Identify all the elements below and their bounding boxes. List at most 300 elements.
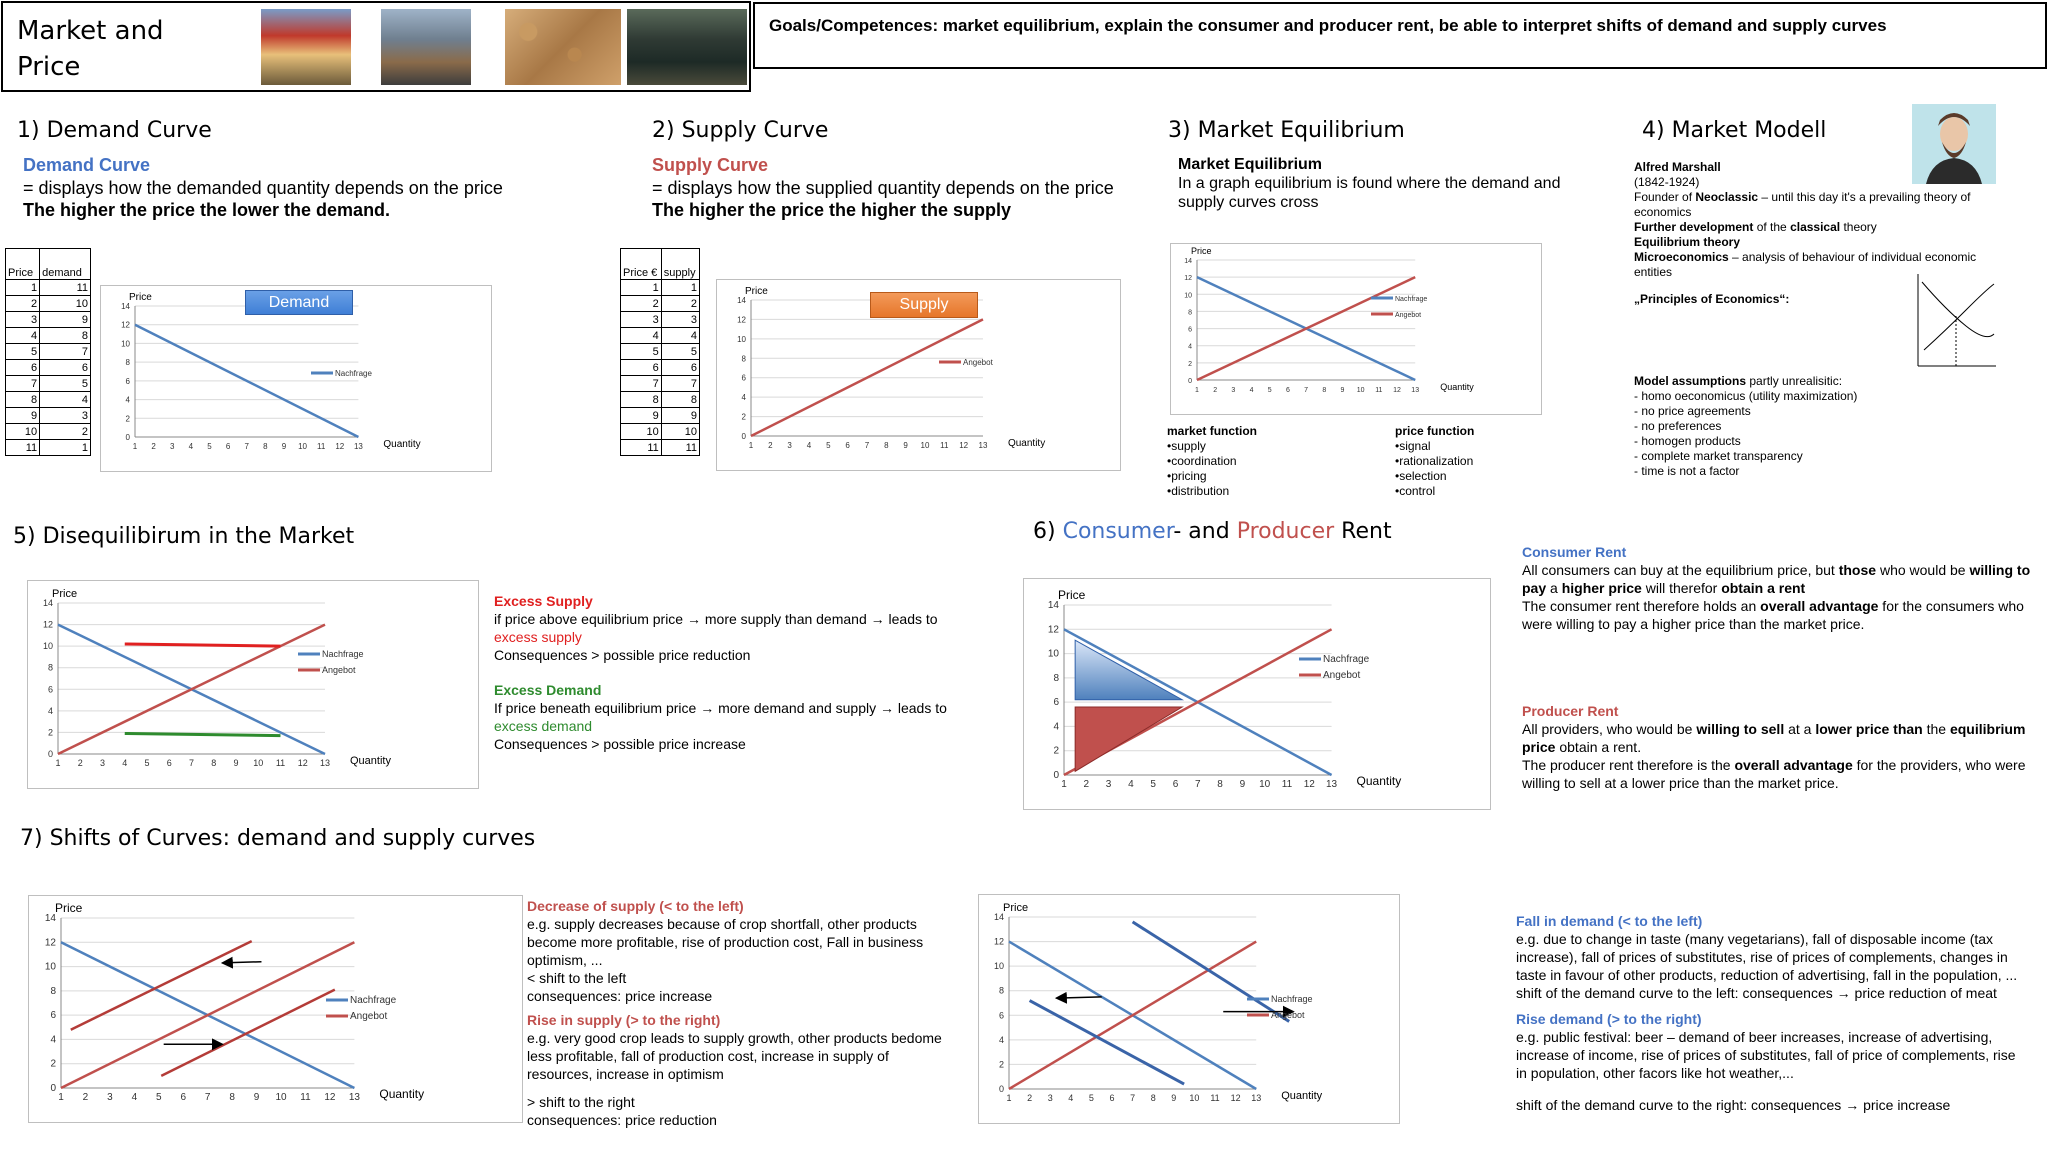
demand-table-header-2: demand bbox=[40, 249, 91, 280]
y-axis-label: Price bbox=[52, 588, 78, 600]
consumer-rent-area bbox=[1075, 640, 1182, 700]
table-row bbox=[6, 376, 91, 392]
table-cell: 4 bbox=[6, 328, 40, 344]
fall-demand-title: Fall in demand (< to the left) bbox=[1516, 913, 1703, 929]
y-tick-label: 8 bbox=[47, 662, 53, 673]
table-cell: 11 bbox=[6, 440, 40, 456]
table-cell: 10 bbox=[6, 424, 40, 440]
y-tick-label: 8 bbox=[1188, 309, 1192, 317]
s4-text bbox=[1634, 160, 1894, 190]
rise-supply-shift: > shift to the right bbox=[527, 1094, 635, 1110]
rise-demand-title: Rise demand (> to the right) bbox=[1516, 1011, 1702, 1027]
x-axis-label: Quantity bbox=[383, 439, 421, 450]
x-tick-label: 13 bbox=[348, 1092, 360, 1103]
y-tick-label: 4 bbox=[1188, 343, 1192, 351]
table-cell: 10 bbox=[661, 424, 699, 440]
y-tick-label: 12 bbox=[737, 315, 746, 325]
table-cell: 9 bbox=[40, 312, 91, 328]
x-tick-label: 5 bbox=[207, 442, 212, 451]
table-cell: 8 bbox=[621, 392, 662, 408]
x-tick-label: 7 bbox=[1304, 387, 1309, 394]
excess-demand-consequence: Consequences > possible price increase bbox=[494, 736, 746, 752]
x-tick-label: 3 bbox=[99, 758, 106, 768]
equilibrium-chart bbox=[1170, 243, 1542, 415]
excess-demand-block bbox=[494, 681, 964, 753]
excess-demand-title: Excess Demand bbox=[494, 682, 602, 698]
shift-left-arrow bbox=[222, 962, 261, 963]
y-tick-label: 14 bbox=[121, 302, 130, 311]
supply-table-header-2: supply bbox=[661, 249, 699, 280]
consumer-rent-summary: The consumer rent therefore holds an overall advantage for the consumers who were willing to pay a higher price than the market price. bbox=[1522, 598, 2024, 632]
y-tick-label: 0 bbox=[1053, 770, 1059, 781]
s2-term: Supply Curve bbox=[652, 155, 769, 175]
x-tick-label: 11 bbox=[317, 442, 326, 451]
y-tick-label: 10 bbox=[1047, 648, 1059, 660]
fall-demand-text: e.g. due to change in taste (many vegetarians), fall of disposable income (tax increase), fall of prices of substitutes, rise of prices of complements, changes in taste in favour of other products, reduction of advertising, fall in the population, ... shift of the demand curve to the left: consequences → price reduction of meat bbox=[1516, 931, 2018, 1001]
producer-rent-block bbox=[1522, 702, 2032, 792]
y-tick-label: 2 bbox=[50, 1058, 56, 1070]
x-tick-label: 4 bbox=[1128, 779, 1134, 790]
demand-shift-chart bbox=[978, 894, 1400, 1124]
x-tick-label: 11 bbox=[1281, 779, 1293, 790]
x-tick-label: 9 bbox=[1171, 1093, 1177, 1103]
x-axis-label: Quantity bbox=[379, 1087, 425, 1101]
table-row bbox=[6, 296, 91, 312]
table-cell: 3 bbox=[621, 312, 662, 328]
x-axis-label: Quantity bbox=[1281, 1090, 1323, 1102]
x-tick-label: 2 bbox=[1027, 1093, 1033, 1103]
price-function bbox=[1395, 424, 1595, 499]
table-cell: 5 bbox=[40, 376, 91, 392]
y-tick-label: 2 bbox=[741, 412, 746, 422]
supply-demand-sketch-icon bbox=[1906, 270, 1998, 370]
legend-label: Angebot bbox=[1323, 670, 1361, 681]
x-tick-label: 4 bbox=[131, 1092, 138, 1103]
y-tick-label: 2 bbox=[1053, 745, 1059, 757]
s4-heading: 4) Market Modell bbox=[1642, 118, 1827, 143]
y-tick-label: 14 bbox=[993, 912, 1004, 922]
legend-label: Nachfrage bbox=[1395, 296, 1428, 303]
x-axis-label: Quantity bbox=[1007, 438, 1046, 449]
y-tick-label: 6 bbox=[47, 684, 53, 695]
y-tick-label: 0 bbox=[47, 749, 53, 759]
y-axis-label: Price bbox=[1058, 588, 1086, 602]
supply-shift-text bbox=[527, 897, 947, 1129]
table-row bbox=[6, 408, 91, 424]
x-tick-label: 3 bbox=[1047, 1093, 1053, 1103]
table-cell: 7 bbox=[661, 376, 699, 392]
list-item: •pricing bbox=[1167, 469, 1207, 483]
x-tick-label: 5 bbox=[1088, 1093, 1094, 1103]
s1-definition: = displays how the demanded quantity depends on the price bbox=[23, 178, 503, 198]
legend-label: Nachfrage bbox=[335, 369, 372, 378]
x-tick-label: 1 bbox=[58, 1092, 64, 1103]
marshall-years: (1842-1924) bbox=[1634, 175, 1700, 189]
y-tick-label: 14 bbox=[44, 913, 56, 924]
table-cell: 11 bbox=[40, 280, 91, 296]
legend-label: Angebot bbox=[1395, 312, 1422, 319]
table-cell: 8 bbox=[6, 392, 40, 408]
table-cell: 6 bbox=[661, 360, 699, 376]
table-cell: 1 bbox=[621, 280, 662, 296]
x-tick-label: 8 bbox=[1217, 779, 1223, 790]
table-row bbox=[621, 376, 700, 392]
y-tick-label: 6 bbox=[741, 373, 746, 383]
x-tick-label: 11 bbox=[1375, 387, 1383, 394]
legend-label: Nachfrage bbox=[322, 649, 364, 659]
x-axis-label: Quantity bbox=[1356, 774, 1402, 788]
market-function-list bbox=[1167, 439, 1367, 499]
x-tick-label: 5 bbox=[1267, 387, 1272, 394]
x-tick-label: 12 bbox=[1303, 779, 1315, 790]
y-tick-label: 0 bbox=[998, 1084, 1004, 1094]
decrease-supply-text: e.g. supply decreases because of crop shortfall, other products become more profitable, rise of production cost, Fall in business optimism, ... bbox=[527, 916, 924, 968]
supply-curve-left-shift bbox=[71, 941, 252, 1030]
demand-table bbox=[5, 248, 91, 456]
x-tick-label: 4 bbox=[806, 441, 812, 450]
table-row bbox=[6, 312, 91, 328]
y-axis-label: Price bbox=[745, 286, 768, 297]
x-tick-label: 2 bbox=[1083, 779, 1090, 790]
y-tick-label: 8 bbox=[1053, 672, 1059, 684]
y-tick-label: 12 bbox=[44, 937, 56, 949]
table-row bbox=[621, 296, 700, 312]
table-row bbox=[6, 344, 91, 360]
list-item: - homogen products bbox=[1634, 434, 1741, 448]
table-cell: 2 bbox=[6, 296, 40, 312]
y-tick-label: 0 bbox=[1188, 378, 1192, 385]
table-row bbox=[621, 392, 700, 408]
y-tick-label: 6 bbox=[1188, 326, 1192, 334]
table-row bbox=[6, 280, 91, 296]
table-cell: 3 bbox=[6, 312, 40, 328]
list-item: •coordination bbox=[1167, 454, 1237, 468]
demand-curve-right-shift bbox=[1133, 922, 1290, 1022]
x-tick-label: 6 bbox=[1109, 1093, 1115, 1103]
y-tick-label: 4 bbox=[741, 393, 746, 403]
consumer-rent-block bbox=[1522, 543, 2032, 633]
list-item: - time is not a factor bbox=[1634, 464, 1740, 478]
x-tick-label: 6 bbox=[845, 441, 850, 450]
y-tick-label: 2 bbox=[998, 1059, 1004, 1070]
x-tick-label: 12 bbox=[324, 1092, 336, 1103]
table-cell: 1 bbox=[6, 280, 40, 296]
list-item: •control bbox=[1395, 484, 1436, 498]
supply-table bbox=[620, 248, 700, 456]
y-tick-label: 6 bbox=[50, 1010, 56, 1022]
y-tick-label: 4 bbox=[47, 705, 53, 716]
excess-supply-title: Excess Supply bbox=[494, 593, 593, 609]
table-cell: 5 bbox=[661, 344, 699, 360]
x-tick-label: 8 bbox=[229, 1092, 235, 1103]
stock-exchange-photo bbox=[627, 9, 747, 85]
s4-book: „Principles of Economics“: bbox=[1634, 292, 1790, 306]
y-tick-label: 2 bbox=[47, 727, 53, 738]
goals-box bbox=[753, 2, 2047, 69]
market-stall-photo bbox=[261, 9, 351, 85]
x-tick-label: 2 bbox=[151, 442, 156, 451]
x-tick-label: 2 bbox=[82, 1092, 89, 1103]
x-tick-label: 2 bbox=[1213, 387, 1218, 394]
table-row bbox=[621, 408, 700, 424]
x-tick-label: 4 bbox=[1068, 1093, 1074, 1103]
table-cell: 5 bbox=[621, 344, 662, 360]
s4-line4: Microeconomics – analysis of behaviour of individual economic entities bbox=[1634, 250, 1977, 279]
x-tick-label: 10 bbox=[920, 441, 930, 450]
s2-rule: The higher the price the higher the supply bbox=[652, 200, 1012, 220]
table-cell: 2 bbox=[621, 296, 662, 312]
table-cell: 8 bbox=[40, 328, 91, 344]
x-tick-label: 6 bbox=[1285, 387, 1290, 394]
s5-heading: 5) Disequilibirum in the Market bbox=[13, 524, 355, 549]
x-tick-label: 12 bbox=[959, 441, 969, 450]
y-tick-label: 8 bbox=[125, 358, 130, 368]
marshall-portrait bbox=[1912, 104, 1996, 184]
x-tick-label: 13 bbox=[978, 441, 988, 450]
y-tick-label: 14 bbox=[42, 598, 53, 608]
y-tick-label: 0 bbox=[50, 1083, 56, 1094]
x-tick-label: 7 bbox=[1130, 1093, 1136, 1103]
grain-photo bbox=[505, 9, 621, 85]
table-cell: 4 bbox=[661, 328, 699, 344]
x-tick-label: 9 bbox=[253, 1092, 260, 1103]
supply-curve-right-shift bbox=[161, 990, 335, 1076]
x-tick-label: 6 bbox=[225, 442, 231, 451]
x-tick-label: 12 bbox=[1230, 1093, 1241, 1103]
producer-rent-area bbox=[1075, 707, 1182, 771]
y-tick-label: 4 bbox=[50, 1034, 56, 1046]
rent-chart bbox=[1023, 578, 1491, 810]
x-tick-label: 1 bbox=[748, 441, 754, 450]
table-cell: 10 bbox=[40, 296, 91, 312]
x-tick-label: 3 bbox=[1231, 387, 1236, 394]
x-tick-label: 10 bbox=[298, 442, 308, 451]
y-tick-label: 10 bbox=[1184, 292, 1192, 300]
y-tick-label: 10 bbox=[993, 961, 1004, 972]
marshall-name: Alfred Marshall bbox=[1634, 160, 1721, 174]
price-function-list bbox=[1395, 439, 1595, 499]
s4-assumptions bbox=[1634, 374, 2024, 479]
x-tick-label: 10 bbox=[1189, 1093, 1200, 1103]
legend-label: Nachfrage bbox=[1323, 654, 1370, 665]
y-tick-label: 0 bbox=[741, 432, 746, 441]
s3-heading: 3) Market Equilibrium bbox=[1168, 118, 1405, 143]
goals-text: Goals/Competences: market equilibrium, explain the consumer and producer rent, be able to interpret shifts of demand and supply curves bbox=[769, 16, 1887, 35]
legend-label: Angebot bbox=[963, 358, 993, 367]
market-function bbox=[1167, 424, 1367, 499]
x-tick-label: 12 bbox=[1393, 387, 1401, 394]
x-tick-label: 10 bbox=[275, 1092, 287, 1103]
s2-definition: = displays how the supplied quantity depends on the price bbox=[652, 178, 1114, 198]
producer-rent-title: Producer Rent bbox=[1522, 703, 1619, 719]
y-tick-label: 0 bbox=[125, 433, 130, 442]
x-tick-label: 2 bbox=[77, 758, 83, 768]
excess-supply-consequence: Consequences > possible price reduction bbox=[494, 647, 751, 663]
marshall-portrait-icon bbox=[1912, 104, 1996, 184]
x-tick-label: 1 bbox=[1061, 779, 1067, 790]
list-item: •signal bbox=[1395, 439, 1431, 453]
y-axis-label: Price bbox=[129, 292, 152, 303]
s1-rule: The higher the price the lower the demand. bbox=[23, 200, 391, 220]
s4-line2: Further development of the classical theory bbox=[1634, 220, 1877, 234]
table-cell: 4 bbox=[621, 328, 662, 344]
x-tick-label: 7 bbox=[244, 442, 249, 451]
y-tick-label: 8 bbox=[998, 985, 1004, 996]
legend-label: Angebot bbox=[1271, 1010, 1305, 1020]
decrease-supply-shift: < shift to the left bbox=[527, 970, 627, 986]
legend-label: Nachfrage bbox=[1271, 994, 1313, 1004]
price-function-title: price function bbox=[1395, 424, 1475, 438]
x-tick-label: 10 bbox=[253, 758, 264, 768]
x-tick-label: 7 bbox=[204, 1092, 211, 1103]
y-tick-label: 4 bbox=[1053, 721, 1059, 733]
y-tick-label: 4 bbox=[125, 395, 130, 405]
decrease-supply-consequence: consequences: price increase bbox=[527, 988, 713, 1004]
x-tick-label: 8 bbox=[211, 758, 217, 768]
x-tick-label: 4 bbox=[1249, 387, 1254, 394]
x-tick-label: 12 bbox=[335, 442, 345, 451]
list-item: - complete market transparency bbox=[1634, 449, 1803, 463]
x-tick-label: 4 bbox=[188, 442, 194, 451]
y-axis-label: Price bbox=[1191, 246, 1212, 256]
demand-badge: Demand bbox=[245, 290, 353, 315]
table-cell: 11 bbox=[661, 440, 699, 456]
y-tick-label: 14 bbox=[737, 296, 746, 305]
assumptions-list bbox=[1634, 389, 2024, 479]
table-row bbox=[621, 440, 700, 456]
legend-label: Angebot bbox=[322, 665, 356, 675]
table-cell: 9 bbox=[661, 408, 699, 424]
x-tick-label: 6 bbox=[1172, 779, 1179, 790]
table-cell: 1 bbox=[661, 280, 699, 296]
x-tick-label: 13 bbox=[353, 442, 363, 451]
x-axis-label: Quantity bbox=[350, 755, 391, 767]
page-title: Market and Price bbox=[17, 16, 164, 82]
table-row bbox=[621, 328, 700, 344]
table-row bbox=[6, 424, 91, 440]
x-tick-label: 6 bbox=[180, 1092, 187, 1103]
consumer-rent-text: All consumers can buy at the equilibrium price, but those who would be willing to pay a higher price will therefor obtain a rent bbox=[1522, 562, 2031, 596]
table-row bbox=[6, 392, 91, 408]
x-tick-label: 11 bbox=[275, 758, 286, 768]
s2-heading: 2) Supply Curve bbox=[652, 118, 829, 143]
s6-heading: 6) Consumer- and Producer Rent bbox=[1033, 519, 1392, 544]
list-item: •distribution bbox=[1167, 484, 1230, 498]
s4-line3: Equilibrium theory bbox=[1634, 235, 1741, 249]
x-tick-label: 8 bbox=[263, 442, 268, 451]
x-tick-label: 10 bbox=[1356, 387, 1365, 394]
y-tick-label: 14 bbox=[1184, 258, 1192, 265]
market-function-title: market function bbox=[1167, 424, 1258, 438]
table-cell: 10 bbox=[621, 424, 662, 440]
x-tick-label: 5 bbox=[156, 1092, 162, 1103]
x-tick-label: 7 bbox=[864, 441, 870, 450]
legend-label: Angebot bbox=[350, 1011, 388, 1022]
y-tick-label: 6 bbox=[125, 376, 130, 386]
s3-definition: In a graph equilibrium is found where the demand and supply curves cross bbox=[1178, 175, 1561, 211]
table-cell: 6 bbox=[621, 360, 662, 376]
x-tick-label: 1 bbox=[1195, 387, 1199, 394]
table-row bbox=[621, 280, 700, 296]
y-tick-label: 8 bbox=[50, 985, 56, 997]
y-tick-label: 10 bbox=[737, 334, 746, 344]
x-tick-label: 7 bbox=[1194, 779, 1201, 790]
rise-demand-consequence: shift of the demand curve to the right: consequences → price increase bbox=[1516, 1097, 1951, 1113]
list-item: - homo oeconomicus (utility maximization) bbox=[1634, 389, 1858, 403]
y-tick-label: 10 bbox=[121, 339, 130, 349]
s7-heading: 7) Shifts of Curves: demand and supply curves bbox=[20, 826, 536, 851]
x-tick-label: 10 bbox=[1259, 779, 1271, 790]
x-tick-label: 3 bbox=[107, 1092, 113, 1103]
table-row bbox=[6, 440, 91, 456]
y-tick-label: 14 bbox=[1047, 600, 1059, 611]
table-cell: 2 bbox=[661, 296, 699, 312]
x-tick-label: 5 bbox=[826, 441, 831, 450]
x-tick-label: 5 bbox=[1150, 779, 1156, 790]
x-axis-label: Quantity bbox=[1440, 382, 1474, 392]
producer-rent-summary: The producer rent therefore is the overall advantage for the providers, who were willing to sell at a lower price than the market price. bbox=[1522, 757, 2026, 791]
excess-supply-block bbox=[494, 592, 964, 664]
y-tick-label: 10 bbox=[44, 961, 56, 973]
shift-left-arrow bbox=[1056, 997, 1101, 998]
demand-shift-text bbox=[1516, 912, 2026, 1114]
x-tick-label: 11 bbox=[940, 441, 949, 450]
y-tick-label: 12 bbox=[1047, 624, 1059, 636]
x-tick-label: 9 bbox=[1340, 387, 1345, 394]
x-tick-label: 2 bbox=[768, 441, 773, 450]
excess-demand-text: If price beneath equilibrium price → more demand and supply → leads to excess demand bbox=[494, 700, 947, 734]
excess-supply-text: if price above equilibrium price → more supply than demand → leads to excess supply bbox=[494, 611, 938, 645]
x-tick-label: 13 bbox=[1411, 387, 1420, 394]
x-tick-label: 9 bbox=[1239, 779, 1246, 790]
marshall-sketch bbox=[1906, 270, 1998, 370]
assumptions-title: Model assumptions partly unrealisitic: bbox=[1634, 374, 1843, 388]
x-tick-label: 3 bbox=[787, 441, 792, 450]
supply-table-header-1: Price € bbox=[621, 249, 662, 280]
x-tick-label: 6 bbox=[166, 758, 172, 768]
x-tick-label: 3 bbox=[1105, 779, 1112, 790]
y-tick-label: 2 bbox=[125, 414, 130, 424]
x-tick-label: 1 bbox=[55, 758, 61, 768]
table-row bbox=[6, 328, 91, 344]
s3-term: Market Equilibrium bbox=[1178, 156, 1323, 173]
y-tick-label: 12 bbox=[42, 619, 53, 630]
table-cell: 3 bbox=[661, 312, 699, 328]
list-item: - no price agreements bbox=[1634, 404, 1751, 418]
list-item: - no preferences bbox=[1634, 419, 1722, 433]
y-tick-label: 6 bbox=[998, 1010, 1004, 1021]
producer-rent-text: All providers, who would be willing to sell at a lower price than the equilibrium price obtain a rent. bbox=[1522, 721, 2026, 755]
s1-term: Demand Curve bbox=[23, 155, 151, 175]
x-tick-label: 5 bbox=[144, 758, 150, 768]
demand-curve-left-shift bbox=[1030, 1001, 1185, 1085]
rise-demand-text: e.g. public festival: beer – demand of beer increases, increase of advertising, increase of income, rise of prices of substitutes, fall of price of complements, rise in population, other facors like hot weather,... bbox=[1516, 1029, 2016, 1081]
x-tick-label: 8 bbox=[1322, 387, 1327, 394]
table-row bbox=[621, 424, 700, 440]
table-cell: 6 bbox=[6, 360, 40, 376]
rise-supply-consequence: consequences: price reduction bbox=[527, 1112, 717, 1128]
market-crowd-photo bbox=[381, 9, 471, 85]
supply-shift-chart bbox=[28, 895, 523, 1123]
legend-label: Nachfrage bbox=[350, 995, 397, 1006]
y-tick-label: 8 bbox=[741, 354, 746, 364]
rise-supply-title: Rise in supply (> to the right) bbox=[527, 1012, 721, 1028]
x-tick-label: 13 bbox=[319, 758, 331, 768]
table-row bbox=[621, 312, 700, 328]
x-tick-label: 13 bbox=[1325, 779, 1338, 790]
x-tick-label: 1 bbox=[132, 442, 138, 451]
table-cell: 7 bbox=[621, 376, 662, 392]
